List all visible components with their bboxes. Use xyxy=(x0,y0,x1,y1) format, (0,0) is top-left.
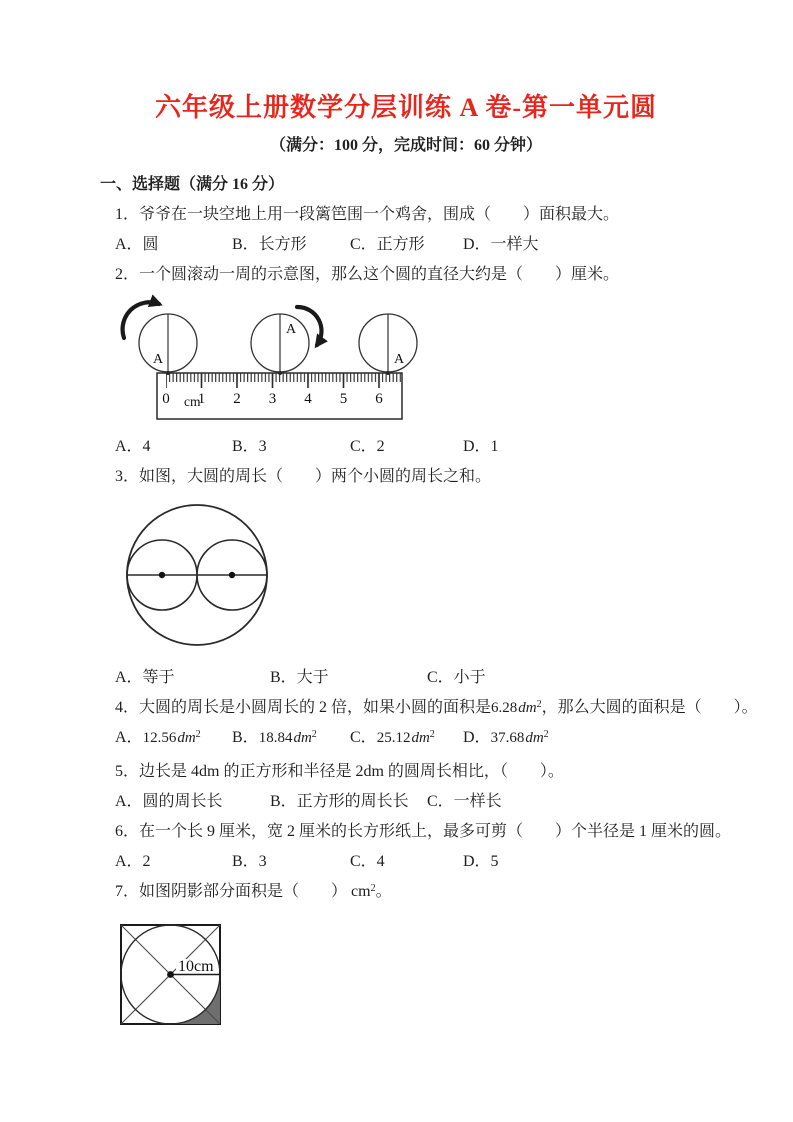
option-c: C．正方形 xyxy=(350,236,425,253)
option-a: A．等于 xyxy=(115,669,175,686)
radius-label: 10cm xyxy=(178,958,214,975)
question-1-text: 1．爷爷在一块空地上用一段篱笆围一个鸡舍，围成（ ）面积最大。 xyxy=(115,206,620,223)
question-7-pre: 7．如图阴影部分面积是（ ） xyxy=(115,883,348,900)
point-label-a: A xyxy=(394,352,405,367)
question-6-text: 6．在一个长 9 厘米，宽 2 厘米的长方形纸上，最多可剪（ ）个半径是 1 厘米的圆。 xyxy=(115,823,732,840)
question-5-options xyxy=(100,787,712,817)
option-a: A．$12.56dm^2$ xyxy=(115,729,201,746)
option-d: D．5 xyxy=(463,853,499,870)
worksheet-content xyxy=(100,0,758,1032)
option-c: C．一样长 xyxy=(427,793,502,810)
point-label-a: A xyxy=(286,322,297,337)
option-c: C．2 xyxy=(350,438,385,455)
page-title: 六年级上册数学分层训练 A 卷-第一单元圆 xyxy=(154,93,657,122)
question-3-options xyxy=(100,663,712,693)
option-a: A．4 xyxy=(115,438,151,455)
question-2-options xyxy=(100,432,712,462)
question-1-options xyxy=(100,230,712,260)
option-a: A．圆的周长长 xyxy=(115,793,223,810)
square-inscribed-circle-figure xyxy=(112,920,244,1032)
section-heading: 一、选择题（满分 16 分） xyxy=(100,176,285,193)
question-4-post: ，那么大圆的面积是（ ）。 xyxy=(541,699,758,716)
option-b: B．长方形 xyxy=(232,236,307,253)
ruler-number: 1 xyxy=(197,391,206,407)
question-7-post: 。 xyxy=(375,883,392,900)
ruler-number: 2 xyxy=(233,391,241,407)
formula-exponent: 2 xyxy=(536,699,542,710)
ruler-number: 3 xyxy=(268,391,277,407)
ruler-number: 0 xyxy=(162,391,170,407)
option-b: B．正方形的周长长 xyxy=(270,793,409,810)
option-b: B．大于 xyxy=(270,669,329,686)
question-5-text: 5．边长是 4dm 的正方形和半径是 2dm 的圆周长相比，（ ）。 xyxy=(115,763,564,780)
big-and-small-circles-figure xyxy=(120,498,280,655)
center-dot xyxy=(167,971,174,978)
ruler-number: 4 xyxy=(304,391,312,407)
question-4-options xyxy=(100,723,712,753)
ruler-rolling-circle-figure xyxy=(110,292,430,432)
option-c: C．$25.12dm^2$ xyxy=(350,729,435,746)
option-b: B．3 xyxy=(232,438,267,455)
page-subtitle: （满分：100 分，完成时间：60 分钟） xyxy=(269,137,542,154)
option-c: C．小于 xyxy=(427,669,486,686)
center-dot xyxy=(159,572,165,578)
option-b: B．3 xyxy=(232,853,267,870)
question-4-pre: 4．大圆的周长是小圆周长的 2 倍，如果小圆的面积是 xyxy=(115,699,492,716)
option-a: A．2 xyxy=(115,853,151,870)
option-c: C．4 xyxy=(350,853,385,870)
point-label-a: A xyxy=(153,352,164,367)
option-a: A．圆 xyxy=(115,236,159,253)
ruler-unit-label: cm xyxy=(184,394,201,409)
question-2-text: 2．一个圆滚动一周的示意图，那么这个圆的直径大约是（ ）厘米。 xyxy=(115,266,620,283)
question-7-text xyxy=(100,877,712,907)
formula-exponent: 2 xyxy=(370,883,376,894)
center-dot xyxy=(229,572,235,578)
question-3-text: 3．如图，大圆的周长（ ）两个小圆的周长之和。 xyxy=(115,468,492,485)
ruler-cm-ticks xyxy=(166,373,402,388)
option-d: D．1 xyxy=(463,438,499,455)
option-d: D．$37.68dm^2$ xyxy=(463,729,549,746)
option-d: D．一样大 xyxy=(463,236,539,253)
question-4-text xyxy=(100,693,758,723)
option-b: B．$18.84dm^2$ xyxy=(232,729,317,746)
ruler-number: 5 xyxy=(339,391,348,407)
formula-unit: cm xyxy=(351,883,371,900)
question-6-options xyxy=(100,847,712,877)
formula-number: 6.28 xyxy=(491,700,518,716)
formula-unit: dm xyxy=(518,700,537,716)
ruler-number: 6 xyxy=(375,391,383,407)
